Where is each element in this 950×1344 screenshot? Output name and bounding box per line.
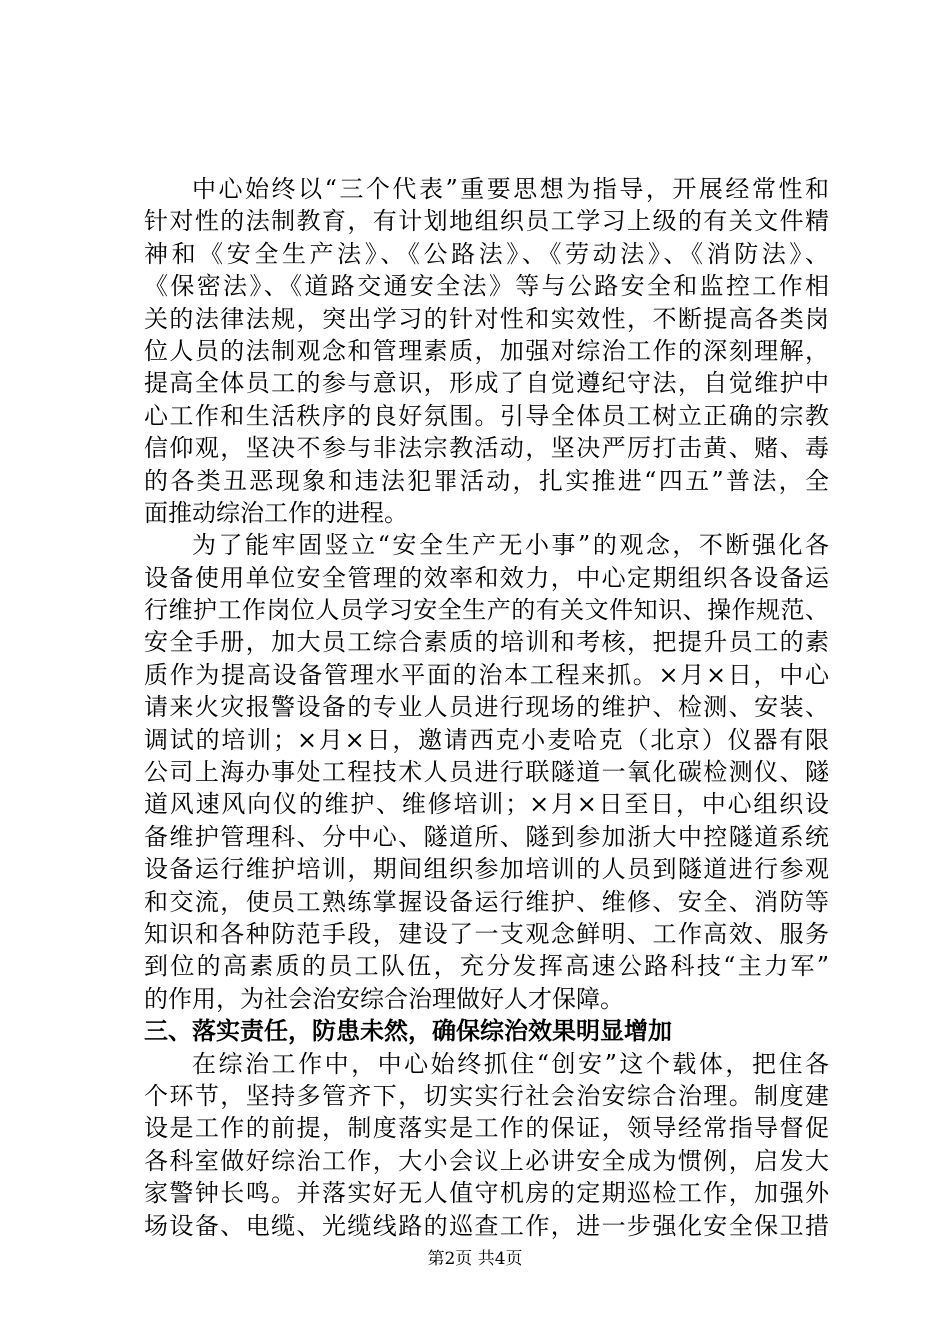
text-line: 心工作和生活秩序的良好氛围。引导全体员工树立正确的宗教	[144, 401, 829, 430]
text-line: 设备运行维护培训，期间组织参加培训的人员到隧道进行参观	[144, 855, 829, 884]
text-line: 设是工作的前提，制度落实是工作的保证，领导经常指导督促	[144, 1114, 829, 1143]
text-line: 中心始终以“三个代表”重要思想为指导，开展经常性和	[192, 175, 829, 203]
text-line: 位人员的法制观念和管理素质，加强对综治工作的深刻理解，	[144, 336, 829, 365]
text-line: 和交流，使员工熟练掌握设备运行维护、维修、安全、消防等	[144, 887, 829, 916]
text-line: 道风速风向仪的维护、维修培训；×月×日至日，中心组织设	[144, 790, 829, 819]
section-heading: 三、落实责任，防患未然，确保综治效果明显增加	[144, 1017, 672, 1046]
document-body	[144, 173, 829, 1242]
text-line: 的各类丑恶现象和违法犯罪活动，扎实推进“四五”普法，全	[144, 466, 829, 495]
text-line: 请来火灾报警设备的专业人员进行现场的维护、检测、安装、	[144, 693, 829, 722]
text-line: 信仰观，坚决不参与非法宗教活动，坚决严厉打击黄、赌、毒	[144, 434, 829, 463]
text-line: 行维护工作岗位人员学习安全生产的有关文件知识、操作规范、	[144, 596, 829, 625]
text-line: 《保密法》、《道路交通安全法》等与公路安全和监控工作相	[144, 272, 829, 301]
text-line: 知识和各种防范手段，建设了一支观念鲜明、工作高效、服务	[144, 919, 829, 948]
text-line: 针对性的法制教育，有计划地组织员工学习上级的有关文件精	[144, 207, 829, 236]
text-line: 各科室做好综治工作，大小会议上必讲安全成为惯例，启发大	[144, 1146, 829, 1175]
text-line: 为了能牢固竖立“安全生产无小事”的观念，不断强化各	[192, 531, 829, 560]
page-number-footer: 第2页 共4页	[427, 1249, 523, 1269]
text-line: 神和《安全生产法》、《公路法》、《劳动法》、《消防法》、	[144, 239, 829, 268]
text-line: 安全手册，加大员工综合素质的培训和考核，把提升员工的素	[144, 628, 829, 657]
text-line: 备维护管理科、分中心、隧道所、隧到参加浙大中控隧道系统	[144, 822, 829, 851]
paragraph-safety-training	[144, 529, 829, 1015]
text-line: 的作用，为社会治安综合治理做好人才保障。	[144, 984, 624, 1013]
text-line: 提高全体员工的参与意识，形成了自觉遵纪守法，自觉维护中	[144, 369, 829, 398]
text-line: 到位的高素质的员工队伍，充分发挥高速公路科技“主力军”	[144, 952, 829, 981]
text-line: 个环节，坚持多管齐下，切实实行社会治安综合治理。制度建	[144, 1081, 829, 1110]
text-line: 设备使用单位安全管理的效率和效力，中心定期组织各设备运	[144, 563, 829, 592]
text-line: 调试的培训；×月×日，邀请西克小麦哈克（北京）仪器有限	[144, 725, 829, 754]
text-line: 质作为提高设备管理水平面的治本工程来抓。×月×日，中心	[144, 660, 829, 689]
paragraph-legal-education	[144, 173, 829, 529]
text-line: 家警钟长鸣。并落实好无人值守机房的定期巡检工作，加强外	[144, 1179, 829, 1208]
paragraph-responsibility	[144, 1048, 829, 1242]
text-line: 面推动综治工作的进程。	[144, 498, 408, 527]
text-line: 在综治工作中，中心始终抓住“创安”这个载体，把住各	[192, 1049, 829, 1078]
text-line: 公司上海办事处工程技术人员进行联隧道一氧化碳检测仪、隧	[144, 758, 829, 787]
text-line: 场设备、电缆、光缆线路的巡查工作，进一步强化安全保卫措	[144, 1211, 829, 1240]
text-line: 关的法律法规，突出学习的针对性和实效性，不断提高各类岗	[144, 304, 829, 333]
